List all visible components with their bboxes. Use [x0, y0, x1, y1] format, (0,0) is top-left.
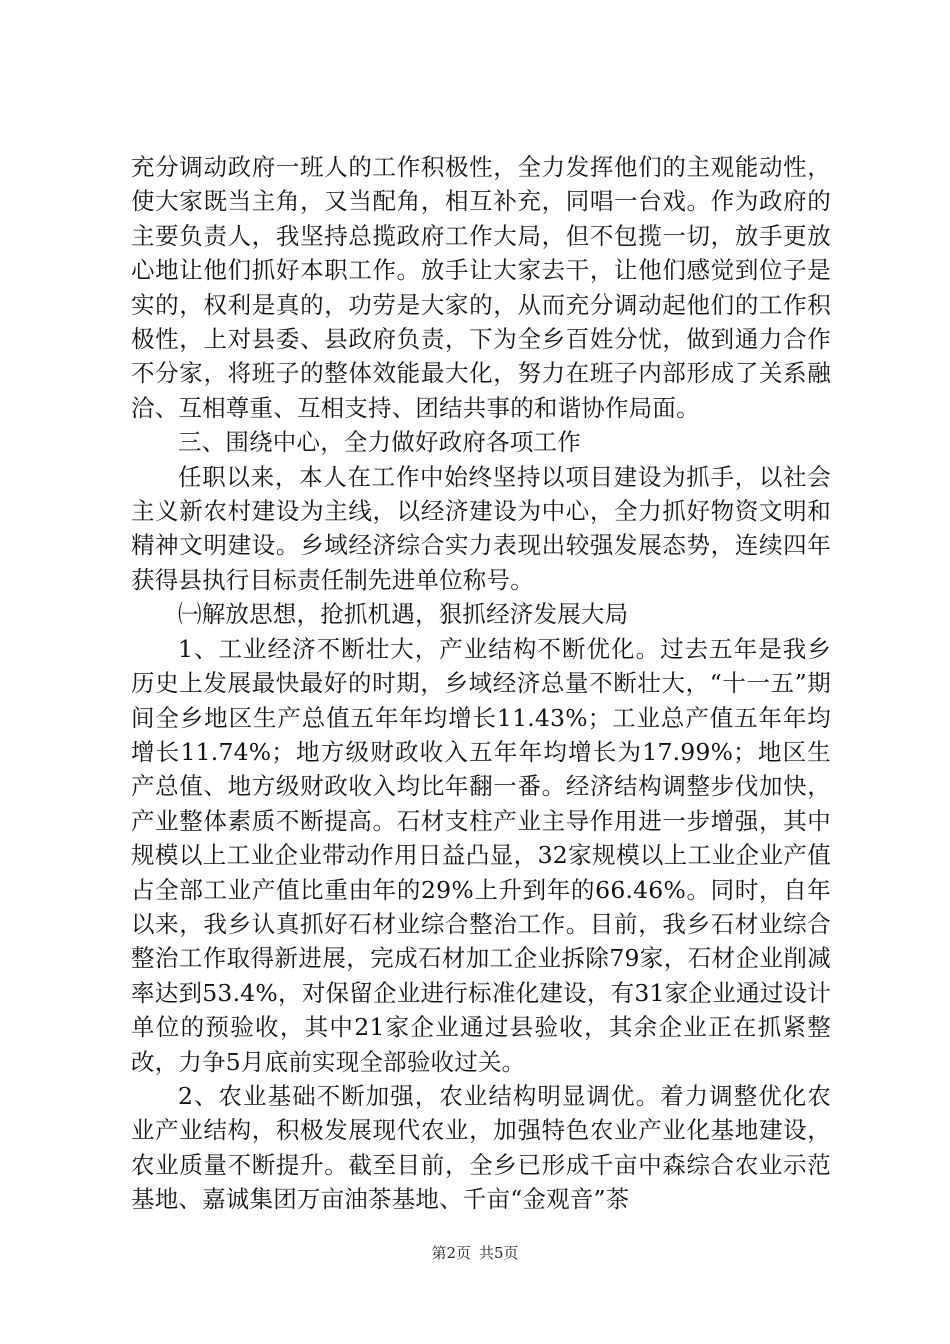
paragraph-leadership-cooperation: 充分调动政府一班人的工作积极性，全力发挥他们的主观能动性，使大家既当主角，又当配角，相互补充，同唱一台戏。作为政府的主要负责人，我坚持总揽政府工作大局，但不包揽一切，放手更放心地让他们抓好本职工作。放手让大家去干，让他们感觉到位子是实的，权利是真的，功劳是大家的，从而充分调动起他们的工作积极性，上对县委、县政府负责，下为全乡百姓分忧，做到通力合作不分家，将班子的整体效能最大化，努力在班子内部形成了关系融洽、互相尊重、互相支持、团结共事的和谐协作局面。 — [131, 153, 831, 422]
section-heading-three: 三、围绕中心，全力做好政府各项工作 — [178, 428, 581, 457]
page-footer — [0, 1243, 950, 1263]
paragraph-industrial-economy: 1、工业经济不断壮大，产业结构不断优化。过去五年是我乡历史上发展最快最好的时期，乡域经济总量不断壮大，“十一五”期间全乡地区生产总值五年年均增长11.43%；工业总产值五年年均增长11.74%；地方级财政收入五年年均增长为17.99%；地区生产总值、地方级财政收入均比年翻一番。经济结构调整步伐加快，产业整体素质不断提高。石材支柱产业主导作用进一步增强，其中规模以上工业企业带动作用日益凸显，32家规模以上工业企业产值占全部工业产值比重由年的29%上升到年的66.46%。同时，自年以来，我乡认真抓好石材业综合整治工作。目前，我乡石材业综合整治工作取得新进展，完成石材加工企业拆除79家，石材企业削减率达到53.4%，对保留企业进行标准化建设，有31家企业通过设计单位的预验收，其中21家企业通过县验收，其余企业正在抓紧整改，力争5月底前实现全部验收过关。 — [131, 634, 831, 1076]
paragraph-agriculture: 2、农业基础不断加强，农业结构明显调优。着力调整优化农业产业结构，积极发展现代农业，加强特色农业产业化基地建设，农业质量不断提升。截至目前，全乡已形成千亩中森综合农业示范基地、嘉诚集团万亩油茶基地、千亩“金观音”茶 — [131, 1081, 831, 1214]
document-body — [131, 150, 831, 1217]
subsection-heading-one: ㈠解放思想，抢抓机遇，狠抓经济发展大局 — [178, 600, 629, 629]
page-number: 第2页 — [431, 1244, 471, 1262]
paragraph-work-overview: 任职以来，本人在工作中始终坚持以项目建设为抓手，以社会主义新农村建设为主线，以经济建设为中心，全力抓好物资文明和精神文明建设。乡域经济综合实力表现出较强发展态势，连续四年获得县执行目标责任制先进单位称号。 — [131, 462, 831, 594]
page-total: 共5页 — [479, 1244, 519, 1262]
